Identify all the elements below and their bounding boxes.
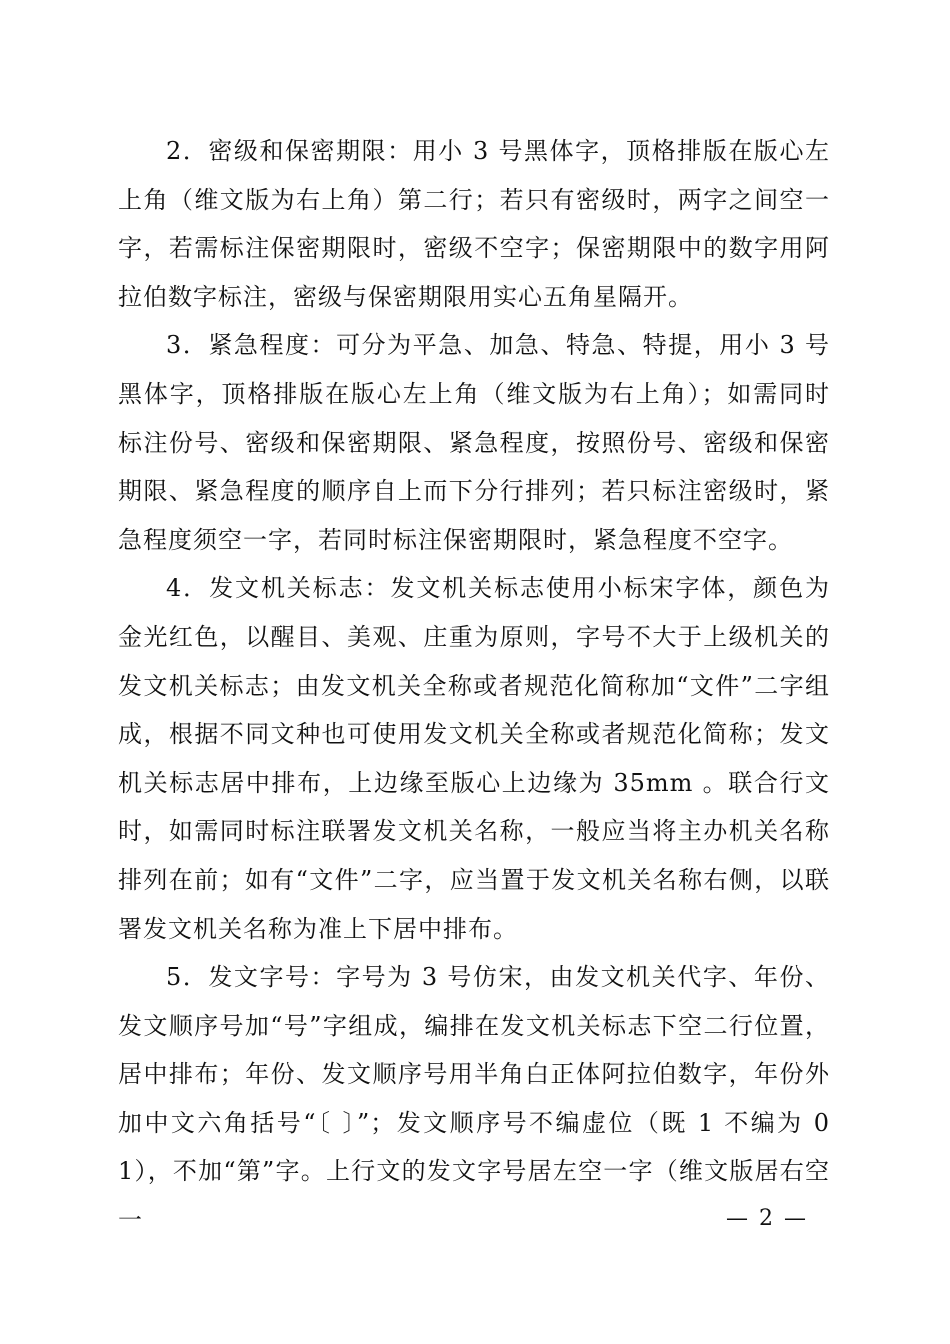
paragraph-security-level: 2．密级和保密期限：用小 3 号黑体字，顶格排版在版心左上角（维文版为右上角）第二行；若只有密级时，两字之间空一字，若需标注保密期限时，密级不空字；保密期限中的数字用阿拉伯数字标注，密级与保密期限用实心五角星隔开。 [118,137,830,311]
paragraph-urgency: 3．紧急程度：可分为平急、加急、特急、特提，用小 3 号黑体字，顶格排版在版心左上角（维文版为右上角）；如需同时标注份号、密级和保密期限、紧急程度，按照份号、密级和保密期限、紧急程度的顺序自上而下分行排列；若只标注密级时，紧急程度须空一字，若同时标注保密期限时，紧急程度不空字。 [118,331,830,554]
document-body [118,127,830,1245]
paragraph-issuing-authority-mark: 4．发文机关标志：发文机关标志使用小标宋字体，颜色为金光红色，以醒目、美观、庄重为原则，字号不大于上级机关的发文机关标志；由发文机关全称或者规范化简称加“文件”二字组成，根据不同文种也可使用发文机关全称或者规范化简称；发文机关标志居中排布，上边缘至版心上边缘为 35mm 。联合行文时，如需同时标注联署发文机关名称，一般应当将主办机关名称排列在前；如有“文件”二字，应当置于发文机关名称右侧，以联署发文机关名称为准上下居中排布。 [118,574,830,943]
page-number: — 2 — [726,1206,808,1231]
paragraph-document-number: 5．发文字号：字号为 3 号仿宋，由发文机关代字、年份、发文顺序号加“号”字组成，编排在发文机关标志下空二行位置，居中排布；年份、发文顺序号用半角白正体阿拉伯数字，年份外加中文六角括号“〔 〕”；发文顺序号不编虚位（既 1 不编为 01），不加“第”字。上行文的发文字号居左空一字（维文版居右空一 [118,963,830,1235]
